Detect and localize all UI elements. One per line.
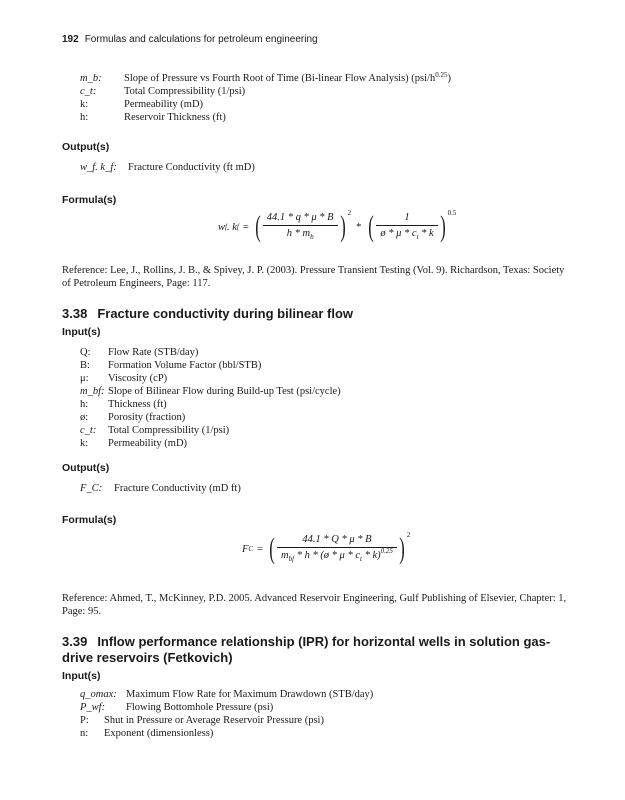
list-item [80,85,451,98]
page-number: 192 [62,34,79,45]
list-item [80,161,255,174]
variable-description: Fracture Conductivity (ft mD) [128,162,255,173]
reference-text: Reference: Lee, J., Rollins, J. B., & Spivey, J. P. (2003). Pressure Transient Testing (Vol. 9). Richardson, Texas: Society of Petroleum Engineers, Page: 117. [62,265,565,289]
variable-symbol: c_t: [80,86,97,97]
fracture-conductivity-formula: w f . k f = ( $\frac{44.1 * q * \mu * B}{h * m_b}$ ) 2 * ( $\frac{1}{ø * \mu * c_t * k}$ ) 0.5 [218,209,457,243]
list-item: B: Formation Volume Factor (bbl/STB) [80,360,262,371]
list-item: c_t: Total Compressibility (1/psi) [80,425,230,436]
variable-symbol: w_f. k_f: [80,162,117,173]
list-item: P_wf: Flowing Bottomhole Pressure (psi) [80,702,274,713]
section-heading: 3.39 Inflow performance relationship (IPR) for horizontal wells in solution gas-drive reservoirs (Fetkovich) [62,634,551,665]
list-item: q_omax: Maximum Flow Rate for Maximum Drawdown (STB/day) [80,689,374,700]
list-item [80,72,451,85]
formula-heading: Formula(s) [62,514,117,526]
list-item: ø: Porosity (fraction) [80,412,186,423]
variable-description: Permeability (mD) [124,99,204,110]
input-heading: Input(s) [62,326,101,338]
reference-text: Reference: Ahmed, T., McKinney, P.D. 2005. Advanced Reservoir Engineering, Gulf Publishing of Elsevier, Chapter: 1, Page: 95. [62,593,567,617]
running-title: Formulas and calculations for petroleum engineering [84,34,318,45]
input-heading: Input(s) [62,670,101,682]
list-item: μ: Viscosity (cP) [80,373,168,384]
top-input-list [80,72,451,124]
section-heading: 3.38 Fracture conductivity during bilinear flow [62,306,354,321]
list-item: m_bf: Slope of Bilinear Flow during Build-up Test (psi/cycle) [80,386,341,397]
variable-description: Slope of Pressure vs Fourth Root of Time (Bi-linear Flow Analysis) $(psi/h^{0.25})$ [124,71,451,84]
output-list [80,161,255,174]
output-heading: Output(s) [62,462,110,474]
formula-heading: Formula(s) [62,194,117,206]
list-item: h: Thickness (ft) [80,399,167,410]
list-item: Q: Flow Rate (STB/day) [80,347,199,358]
list-item [80,98,451,111]
list-item: n: Exponent (dimensionless) [80,728,214,739]
input-list [80,688,373,740]
output-list [80,482,241,495]
variable-description: Total Compressibility (1/psi) [124,86,246,97]
variable-symbol: k: [80,99,89,110]
list-item: k: Permeability (mD) [80,438,188,449]
bilinear-flow-formula: F C = ( $\frac{44.1 * Q * \mu * B}{m_{bf} * h * (ø * \mu * c_t * k)^{0.25}}$ ) 2 [242,531,411,565]
variable-description: Reservoir Thickness (ft) [124,112,226,123]
input-list [80,346,341,450]
list-item [80,111,451,124]
list-item: F_C: Fracture Conductivity (mD ft) [80,483,241,494]
variable-symbol: h: [80,112,89,123]
output-heading: Output(s) [62,141,110,153]
variable-symbol: m_b: [80,73,102,84]
list-item: P: Shut in Pressure or Average Reservoir Pressure (psi) [80,715,324,726]
running-header [62,34,318,45]
